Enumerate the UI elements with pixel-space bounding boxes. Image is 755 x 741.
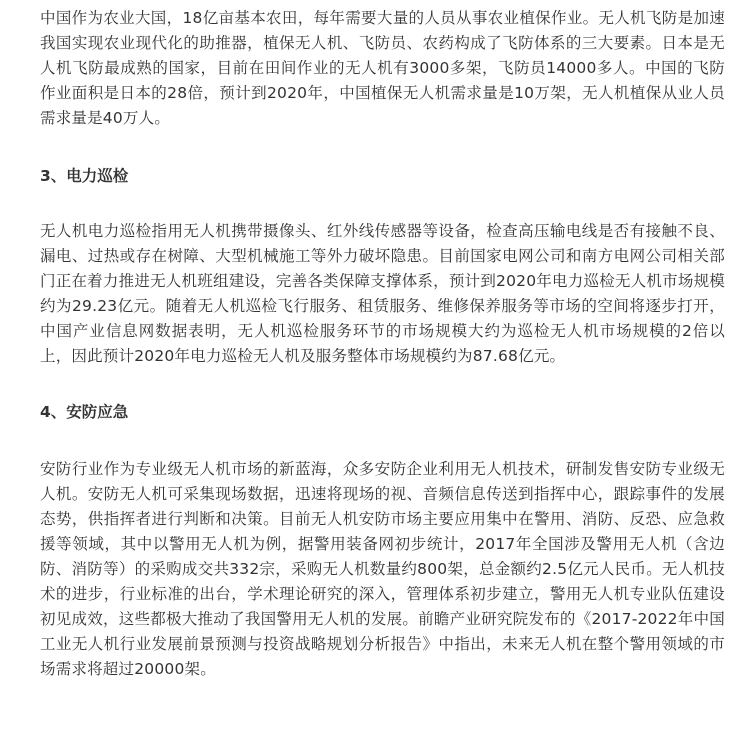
paragraph-power-inspection: 无人机电力巡检指用无人机携带摄像头、红外线传感器等设备，检查高压输电线是否有接触不良、漏电、过热或存在树障、大型机械施工等外力破坏隐患。目前国家电网公司和南方电网公司相关部门正在着力推进无人机班组建设，完善各类保障支撑体系，预计到2020年电力巡检无人机市场规模约为29.23亿元。随着无人机巡检飞行服务、租赁服务、维修保养服务等市场的空间将逐步打开，中国产业信息网数据表明，无人机巡检服务环节的市场规模大约为巡检无人机市场规模的2倍以上，因此预计2020年电力巡检无人机及服务整体市场规模约为87.68亿元。 (40, 222, 725, 365)
paragraph-security-emergency: 安防行业作为专业级无人机市场的新蓝海，众多安防企业利用无人机技术，研制发售安防专业级无人机。安防无人机可采集现场数据，迅速将现场的视、音频信息传送到指挥中心，跟踪事件的发展态势，供指挥者进行判断和决策。目前无人机安防市场主要应用集中在警用、消防、反恐、应急救援等领域，其中以警用无人机为例，据警用装备网初步统计，2017年全国涉及警用无人机（含边防、消防等）的采购成交共332宗，采购无人机数量约800架，总金额约2.5亿元人民币。无人机技术的进步，行业标准的出台，学术理论研究的深入，管理体系初步建立，警用无人机专业队伍建设初见成效，这些都极大推动了我国警用无人机的发展。前瞻产业研究院发布的《2017-2022年中国工业无人机行业发展前景预测与投资战略规划分析报告》中指出，未来无人机在整个警用领域的市场需求将超过20000架。 (40, 460, 725, 678)
section-heading-security-emergency: 4、安防应急 (40, 403, 129, 421)
section-heading-power-inspection: 3、电力巡检 (40, 167, 129, 185)
paragraph-agriculture: 中国作为农业大国，18亿亩基本农田，每年需要大量的人员从事农业植保作业。无人机飞防是加速我国实现农业现代化的助推器，植保无人机、飞防员、农药构成了飞防体系的三大要素。日本是无人机飞防最成熟的国家，目前在田间作业的无人机有3000多架，飞防员14000多人。中国的飞防作业面积是日本的28倍，预计到2020年，中国植保无人机需求量是10万架，无人机植保从业人员需求量是40万人。 (40, 9, 725, 127)
